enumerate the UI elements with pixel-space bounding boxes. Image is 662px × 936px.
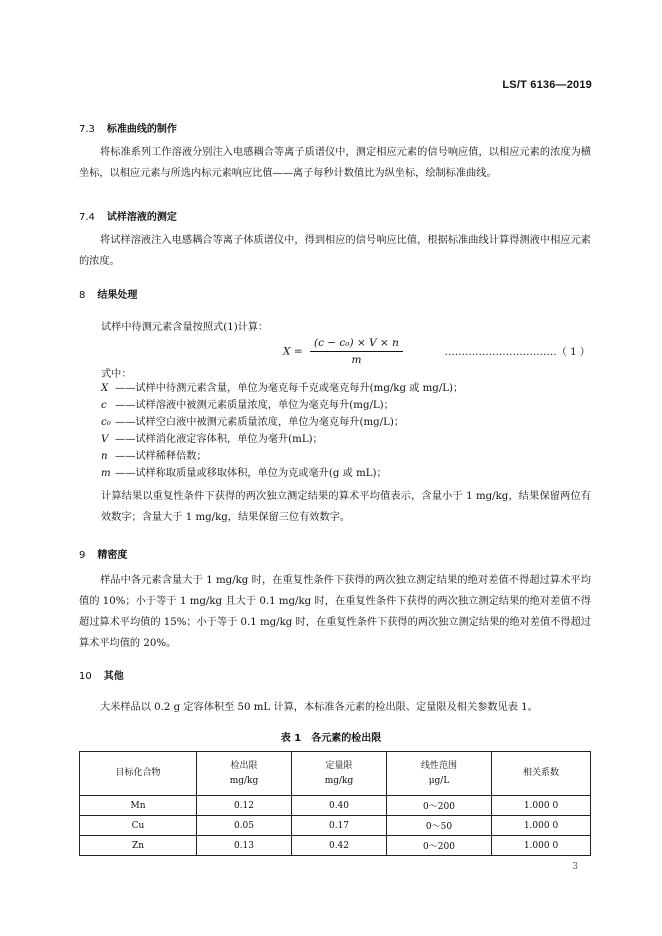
result-rounding-paragraph: 计算结果以重复性条件下获得的两次独立测定结果的算术平均值表示，含量小于 1 mg/kg，结果保留两位有效数字；含量大于 1 mg/kg，结果保留三位有效数字。 [101,491,591,523]
table-row [80,796,591,816]
section-9-paragraph: 样品中各元素含量大于 1 mg/kg 时，在重复性条件下获得的两次独立测定结果的绝对差值不得超过算术平均值的 10%；小于等于 1 mg/kg 且大于 0.1 mg/kg 时，在重复性条件下获得的两次独立测定结果的绝对差值不得超过算术平均值的 15%；小于等于 0.1 mg/kg 时，在重复性条件下获得的两次独立测定结果的绝对差值不得超过算术平均值的 20%。 [79,575,591,649]
definition-text: ——试样称取质量或移取体积，单位为克或毫升(g 或 mL)； [115,468,387,479]
symbol: V [101,434,109,445]
header-detection-limit: 检出限 mg/kg [197,752,292,796]
header-linear-range: 线性范围 μg/L [387,752,492,796]
standard-number: LS/T 6136—2019 [502,79,592,91]
section-7-3-heading [79,120,177,135]
where-label: 式中： [101,369,132,380]
symbol-definitions [101,380,463,482]
section-7-3-paragraph: 将标准系列工作溶液分别注入电感耦合等离子质谱仪中，测定相应元素的信号响应值，以相应元素的浓度为横坐标，以相应元素与所选内标元素响应比值——离子每秒计数值比为纵坐标，绘制标准曲线。 [79,147,591,179]
definition-text: ——试样稀释倍数； [115,451,207,462]
definition-text: ——试样溶液中被测元素质量浓度，单位为毫克每升(mg/L)； [115,400,394,411]
section-number: 7.3 [79,124,95,135]
cell-lod: 0.12 [197,796,292,816]
symbol: c [101,400,107,411]
definition-row [101,397,463,414]
section-7-4-heading [79,208,177,223]
cell-range: 0～200 [387,796,492,816]
formula-denominator: m [351,354,362,366]
table-1-caption: 表 1 各元素的检出限 [280,733,382,744]
definition-text: ——试样中待测元素含量，单位为毫克每千克或毫克每升(mg/kg 或 mg/L)； [115,383,464,394]
header-quantitation-limit: 定量限 mg/kg [292,752,387,796]
table-header-row [80,752,591,796]
section-10-paragraph: 大米样品以 0.2 g 定容体积至 50 mL 计算，本标准各元素的检出限、定量限及相关参数见表 1。 [100,702,538,713]
cell-lod: 0.05 [197,816,292,836]
table-row [80,816,591,836]
cell-lod: 0.13 [197,836,292,856]
definition-text: ——试样消化液定容体积，单位为毫升(mL)； [115,434,323,445]
cell-element: Mn [80,796,197,816]
equation-number: ……………………………（ 1 ） [444,347,590,358]
symbol: n [101,451,108,462]
cell-correlation: 1.000 0 [492,796,591,816]
page-number: 3 [572,862,578,872]
definition-row [101,448,463,465]
definition-row [101,380,463,397]
formula-lhs: X = [283,345,303,358]
section-number: 9 [79,550,86,561]
cell-element: Zn [80,836,197,856]
section-title: 精密度 [97,550,128,561]
section-10-heading [79,667,124,682]
definition-row [101,431,463,448]
formula-intro: 试样中待测元素含量按照式(1)计算： [101,322,269,333]
section-title: 结果处理 [97,290,138,301]
symbol: m [101,468,111,479]
definition-row [101,414,463,431]
cell-loq: 0.42 [292,836,387,856]
section-number: 7.4 [79,212,95,223]
section-9-heading [79,546,127,561]
header-correlation: 相关系数 [492,752,591,796]
cell-element: Cu [80,816,197,836]
formula-numerator: (c − c₀) × V × n [310,337,403,352]
formula-1 [283,337,403,366]
table-row [80,836,591,856]
cell-correlation: 1.000 0 [492,836,591,856]
section-number: 10 [79,671,92,682]
definition-text: ——试样空白液中被测元素质量浓度，单位为毫克每升(mg/L)； [115,417,405,428]
formula-fraction [310,337,403,366]
cell-range: 0～50 [387,816,492,836]
cell-loq: 0.40 [292,796,387,816]
cell-range: 0～200 [387,836,492,856]
section-title: 其他 [103,671,124,682]
detection-limit-table [79,751,591,856]
cell-correlation: 1.000 0 [492,816,591,836]
section-7-4-paragraph: 将试样溶液注入电感耦合等离子体质谱仪中，得到相应的信号响应比值，根据标准曲线计算得测液中相应元素的浓度。 [79,235,591,267]
cell-loq: 0.17 [292,816,387,836]
section-number: 8 [79,290,86,301]
section-8-heading [79,286,137,301]
symbol: c₀ [101,417,111,428]
header-target-compound: 目标化合物 [80,752,197,796]
section-title: 标准曲线的制作 [106,124,177,135]
symbol: X [101,383,109,394]
section-title: 试样溶液的测定 [106,212,177,223]
definition-row [101,465,463,482]
